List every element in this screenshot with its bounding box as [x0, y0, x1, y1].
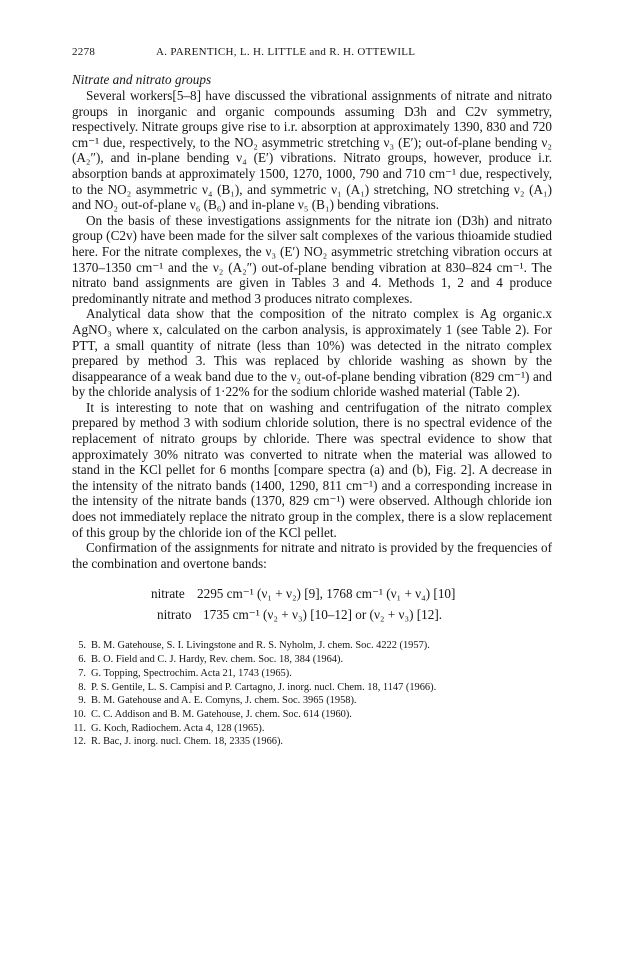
reference-item	[72, 708, 552, 722]
body-text	[72, 88, 552, 571]
reference-item	[72, 735, 552, 749]
reference-item	[72, 694, 552, 708]
paragraph: Analytical data show that the composition of the nitrato complex is Ag organic.x AgNO₃ where x, calculated on the carbon analysis, is approximately 1 (see Table 2). For PTT, a small quantity of nitrate (less than 10%) was detected in the nitrato complex prepared by method 3. This was replaced by chloride washing as shown by the disappearance of a weak band due to the ν₂ out-of-plane bending vibration (829 cm⁻¹) and by the chloride analysis of 1·22% for the sodium chloride washed material (Table 2).	[72, 306, 552, 400]
reference-number: 7.	[78, 667, 86, 679]
equation-value: 2295 cm⁻¹ (ν₁ + ν₂) [9], 1768 cm⁻¹ (ν₁ + ν₄) [10]	[197, 586, 456, 602]
reference-number: 6.	[78, 654, 86, 666]
equation-row-nitrato	[72, 604, 552, 625]
reference-text: P. S. Gentile, L. S. Campisi and P. Cartagno, J. inorg. nucl. Chem. 18, 1147 (1966).	[91, 681, 437, 693]
reference-item	[72, 653, 552, 667]
reference-text: G. Topping, Spectrochim. Acta 21, 1743 (1965).	[91, 667, 292, 679]
reference-text: C. C. Addison and B. M. Gatehouse, J. chem. Soc. 614 (1960).	[91, 708, 352, 720]
reference-number: 12.	[73, 736, 86, 748]
reference-text: R. Bac, J. inorg. nucl. Chem. 18, 2335 (1966).	[91, 736, 284, 748]
reference-text: B. M. Gatehouse and A. E. Comyns, J. chem. Soc. 3965 (1958).	[91, 695, 357, 707]
equation-label: nitrato	[157, 607, 192, 623]
reference-number: 5.	[78, 640, 86, 652]
paragraph: Several workers[5–8] have discussed the vibrational assignments of nitrate and nitrato groups in inorganic and organic compounds assuming D3h and C2v symmetry, respectively. Nitrate groups give rise to i.r. absorption at approximately 1390, 830 and 720 cm⁻¹ due, respectively, to the NO₂ asymmetric stretching ν₃ (E′); out-of-plane bending ν₂ (A₂″), and in-plane bending ν₄ (E′) vibrations. Nitrato groups, however, produce i.r. absorption bands at approximately 1500, 1270, 1000, 790 and 710 cm⁻¹ due, respectively, to the NO₂ asymmetric ν₄ (B₁), and symmetric ν₁ (A₁) stretching, NO stretching ν₂ (A₁) and NO₂ out-of-plane ν₆ (B₆) and in-plane ν₅ (B₁) bending vibrations.	[72, 88, 552, 213]
reference-number: 9.	[78, 695, 86, 707]
running-header	[72, 46, 552, 66]
equation-row-nitrate	[72, 583, 552, 604]
page-number: 2278	[72, 46, 96, 58]
reference-text: G. Koch, Radiochem. Acta 4, 128 (1965).	[91, 722, 265, 734]
reference-number: 11.	[73, 722, 86, 734]
equation-label: nitrate	[151, 586, 185, 602]
reference-item	[72, 681, 552, 695]
combination-bands-block	[72, 583, 552, 625]
journal-page	[72, 46, 552, 749]
paragraph: It is interesting to note that on washing and centrifugation of the nitrato complex prepared by method 3 with sodium chloride solution, there is no spectral evidence of the replacement of nitrato groups by chloride. There was spectral evidence to show that approximately 30% nitrato was converted to nitrate when the material was allowed to stand in the KCl pellet for 6 months [compare spectra (a) and (b), Fig. 2]. A decrease in the intensity of the nitrato bands (1400, 1290, 811 cm⁻¹) and a corresponding increase in the intensity of the nitrate bands (1370, 829 cm⁻¹) were observed. Although chloride ion does not immediately replace the nitrato group in the complex, there is a slow replacement of this group by the chloride ion of the KCl pellet.	[72, 399, 552, 540]
reference-item	[72, 639, 552, 653]
running-head-authors: A. PARENTICH, L. H. LITTLE and R. H. OTTEWILL	[156, 46, 416, 58]
reference-number: 10.	[73, 708, 86, 720]
reference-text: B. M. Gatehouse, S. I. Livingstone and R. S. Nyholm, J. chem. Soc. 4222 (1957).	[91, 640, 430, 652]
section-heading: Nitrate and nitrato groups	[72, 72, 212, 87]
reference-number: 8.	[78, 681, 86, 693]
equation-value: 1735 cm⁻¹ (ν₂ + ν₃) [10–12] or (ν₂ + ν₃) [12].	[203, 607, 443, 623]
footnote-references	[72, 639, 552, 749]
reference-text: B. O. Field and C. J. Hardy, Rev. chem. Soc. 18, 384 (1964).	[91, 654, 344, 666]
paragraph: On the basis of these investigations assignments for the nitrate ion (D3h) and nitrato group (C2v) have been made for the silver salt complexes of the various thioamide studied here. For the nitrate complexes, the ν₃ (E′) NO₂ asymmetric stretching vibration occurs at 1370–1350 cm⁻¹ and the ν₂ (A₂″) out-of-plane bending vibration at 830–824 cm⁻¹. The nitrato band assignments are given in Tables 3 and 4. Methods 1, 2 and 4 produce predominantly nitrate and method 3 produces nitrato complexes.	[72, 212, 552, 306]
reference-item	[72, 667, 552, 681]
paragraph: Confirmation of the assignments for nitrate and nitrato is provided by the frequencies of the combination and overtone bands:	[72, 540, 552, 571]
reference-item	[72, 722, 552, 736]
